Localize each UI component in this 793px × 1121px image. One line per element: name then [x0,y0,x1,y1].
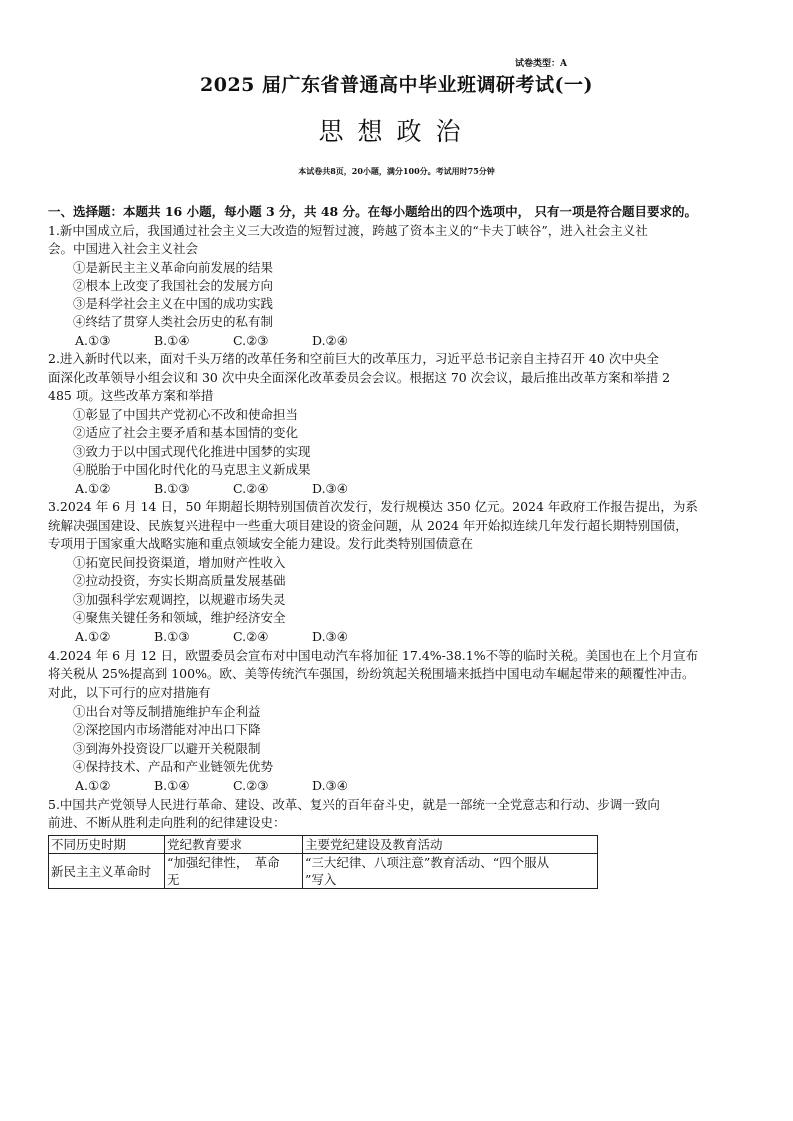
table-header-cell: 不同历史时期 [49,836,165,854]
question-2-text: 面深化改革领导小组会议和 30 次中央全面深化改革委员会会议。根据这 70 次会议，最后推出改革方案和举措 2 [48,370,671,385]
option-d: D.③④ [312,778,348,793]
option-a: A.①② [75,778,111,793]
question-3-text: 3.2024 年 6 月 14 日，50 年期超长期特别国债首次发行，发行规模达 350 亿元。2024 年政府工作报告提出，为系 [48,499,698,514]
paper-type-label: 试卷类型：A [515,59,567,69]
exam-info: 本试卷共8页，20小题，满分100分。考试用时75分钟 [298,166,495,176]
question-4-options [75,777,391,795]
section-heading: 一、选择题：本题共 16 小题，每小题 3 分，共 48 分。在每小题给出的四个选项中， 只有一项是符合题目要求的。 [48,204,697,219]
exam-title: 2025 届广东省普通高中毕业班调研考试(一) [200,74,593,96]
question-4-item: ④保持技术、产品和产业链领先优势 [73,759,274,774]
option-c: C.②③ [233,778,269,793]
activity-line: “三大纪律、八项注意”教育活动、“四个服从 [305,855,550,870]
option-d: D.③④ [312,481,348,496]
question-1-options [75,332,391,350]
question-4-text: 对此，以下可行的应对措施有 [48,685,211,700]
question-2-text: 485 项。这些改革方案和举措 [48,388,214,403]
option-a: A.①② [75,629,111,644]
question-1-item: ④终结了贯穿人类社会历史的私有制 [73,314,274,329]
question-2-item: ①彰显了中国共产党初心不改和使命担当 [73,407,299,422]
table-header-row [49,836,598,854]
question-2-text: 2.进入新时代以来，面对千头万绪的改革任务和空前巨大的改革压力，习近平总书记亲自主持召开 40 次中央全 [48,351,659,366]
question-4-item: ②深挖国内市场潜能对冲出口下降 [73,722,261,737]
question-4-text: 4.2024 年 6 月 12 日，欧盟委员会宣布对中国电动汽车将加征 17.4%-38.1%不等的临时关税。美国也在上个月宣布 [48,648,699,663]
option-d: D.②④ [312,333,348,348]
question-1-item: ①是新民主主义革命向前发展的结果 [73,260,274,275]
option-a: A.①② [75,481,111,496]
option-c: C.②④ [233,481,269,496]
table-header-cell: 党纪教育要求 [165,836,303,854]
question-2-item: ②适应了社会主要矛盾和基本国情的变化 [73,425,299,440]
table-header-cell: 主要党纪建设及教育活动 [303,836,598,854]
question-2-item: ③致力于以中国式现代化推进中国梦的实现 [73,444,311,459]
question-2-options [75,480,391,498]
table-cell-requirement [165,854,303,889]
question-3-item: ③加强科学宏观调控，以规避市场失灵 [73,592,286,607]
question-3-item: ②拉动投资，夯实长期高质量发展基础 [73,573,286,588]
question-3-text: 统解决强国建设、民族复兴进程中一些重大项目建设的资金问题，从 2024 年开始拟连续几年发行超长期特别国债， [48,518,688,533]
option-d: D.③④ [312,629,348,644]
requirement-line: “加强纪律性， 革命 [167,855,280,870]
subject-title: 思想政治 [318,117,475,146]
question-1-text: 1.新中国成立后，我国通过社会主义三大改造的短暂过渡，跨越了资本主义的“卡夫丁峡谷”，进入社会主义社 [48,223,648,238]
question-3-item: ①拓宽民间投资渠道，增加财产性收入 [73,555,286,570]
question-3-options [75,628,391,646]
discipline-table [48,835,598,889]
option-b: B.①④ [154,778,190,793]
option-b: B.①③ [154,629,190,644]
option-c: C.②④ [233,629,269,644]
table-cell-period: 新民主主义革命时 [49,854,165,889]
option-a: A.①③ [75,333,111,348]
option-b: B.①④ [154,333,190,348]
option-b: B.①③ [154,481,190,496]
question-1-item: ②根本上改变了我国社会的发展方向 [73,278,274,293]
activity-line: ”写入 [305,872,337,887]
question-1-text: 会。中国进入社会主义社会 [48,241,199,256]
question-5-text: 前进、不断从胜利走向胜利的纪律建设史： [48,815,286,830]
question-4-text: 将关税从 25%提高到 100%。欧、美等传统汽车强国，纷纷筑起关税围墙来抵挡中国电动车崛起带来的颠覆性冲击。 [48,666,695,681]
table-cell-activity [303,854,598,889]
table-row [49,854,598,889]
question-3-text: 专项用于国家重大战略实施和重点领域安全能力建设。发行此类特别国债意在 [48,536,474,551]
question-1-item: ③是科学社会主义在中国的成功实践 [73,296,274,311]
requirement-line: 无 [167,872,180,887]
question-4-item: ③到海外投资设厂以避开关税限制 [73,741,261,756]
option-c: C.②③ [233,333,269,348]
question-2-item: ④脱胎于中国化时代化的马克思主义新成果 [73,462,311,477]
question-4-item: ①出台对等反制措施维护车企利益 [73,704,261,719]
question-5-text: 5.中国共产党领导人民进行革命、建设、改革、复兴的百年奋斗史，就是一部统一全党意志和行动、步调一致向 [48,797,660,812]
question-3-item: ④聚焦关键任务和领域，维护经济安全 [73,610,286,625]
